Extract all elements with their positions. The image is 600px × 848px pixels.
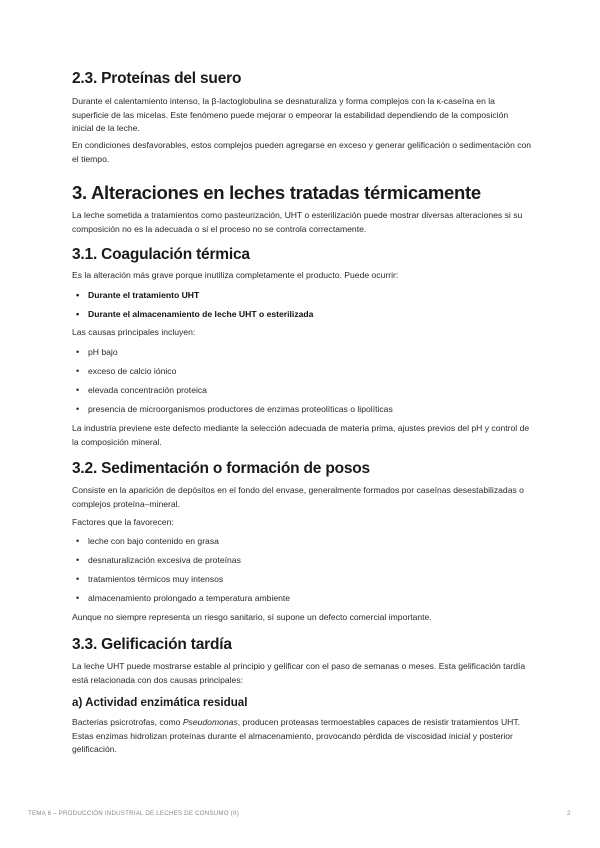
section-3-1-title: 3.1. Coagulación térmica: [72, 246, 250, 263]
section-3-paragraph-1: La leche sometida a tratamientos como pasteurización, UHT o esterilización puede mostrar diversas alteraciones si su composición no es la adecuada o si el proceso no se controla correctamente.: [72, 210, 523, 234]
organism-name: Pseudomonas: [182, 717, 238, 727]
section-2-3-paragraph-1: Durante el calentamiento intenso, la β-lactoglobulina se desnaturaliza y forma complejos con la κ-caseína en la superficie de las micelas. Este fenómeno puede mejorar o empeorar la estabilidad dependiendo de la composición inicial de la leche.: [72, 96, 509, 134]
section-3-3-title: 3.3. Gelificación tardía: [72, 636, 232, 653]
section-2-3-title: 2.3. Proteínas del suero: [72, 70, 242, 87]
section-3-2-title: 3.2. Sedimentación o formación de posos: [72, 460, 370, 477]
section-3-title: 3. Alteraciones en leches tratadas térmicamente: [72, 182, 481, 203]
section-3-1-bold-list: [72, 289, 313, 321]
list-item: • leche con bajo contenido en grasa: [72, 535, 290, 549]
section-3-1-paragraph-1: Es la alteración más grave porque inutiliza completamente el producto. Puede ocurrir:: [72, 270, 399, 280]
list-item: • Durante el almacenamiento de leche UHT o esterilizada: [72, 308, 313, 322]
section-3-1-paragraph-2: Las causas principales incluyen:: [72, 327, 196, 337]
section-3-2-factors-list: [72, 535, 290, 606]
list-item: • desnaturalización excesiva de proteínas: [72, 554, 290, 568]
list-item: • pH bajo: [72, 346, 393, 360]
section-3-3-subtitle-a: a) Actividad enzimática residual: [72, 696, 248, 709]
list-item: • exceso de calcio iónico: [72, 365, 393, 379]
section-3-2-paragraph-2: Factores que la favorecen:: [72, 517, 174, 527]
list-item: • tratamientos térmicos muy intensos: [72, 573, 290, 587]
section-2-3-paragraph-2: En condiciones desfavorables, estos complejos pueden agregarse en exceso y generar gelificación o sedimentación con el tiempo.: [72, 140, 532, 164]
page-footer: TEMA 6 – PRODUCCIÓN INDUSTRIAL DE LECHES DE CONSUMO (II): [28, 810, 240, 817]
section-3-1-paragraph-3: La industria previene este defecto mediante la selección adecuada de materia prima, ajustes previos del pH y control de la composición mineral.: [72, 423, 530, 447]
list-item: • elevada concentración proteica: [72, 384, 393, 398]
section-3-3-paragraph-2: [72, 716, 532, 757]
section-3-2-paragraph-1: Consiste en la aparición de depósitos en el fondo del envase, generalmente formados por caseínas desestabilizadas o complejos proteína–mineral.: [72, 485, 524, 509]
section-3-3-paragraph-1: La leche UHT puede mostrarse estable al principio y gelificar con el paso de semanas o meses. Esta gelificación tardía está relacionada con dos causas principales:: [72, 661, 526, 685]
page-number: 2: [567, 810, 571, 817]
list-item: • almacenamiento prolongado a temperatura ambiente: [72, 592, 290, 606]
section-3-1-causes-list: [72, 346, 393, 417]
paragraph-text: Bacterias psicrotrofas, como: [72, 717, 183, 727]
list-item: • Durante el tratamiento UHT: [72, 289, 313, 303]
paragraph-text: , producen proteasas termoestables capaces de resistir tratamientos UHT. Estas enzimas hidrolizan proteínas durante el almacenamiento, provocando pérdida de viscosidad inicial y posterior gelificación.: [72, 717, 521, 755]
section-3-2-paragraph-3: Aunque no siempre representa un riesgo sanitario, sí supone un defecto comercial importante.: [72, 612, 432, 622]
list-item: • presencia de microorganismos productores de enzimas proteolíticas o lipolíticas: [72, 403, 393, 417]
